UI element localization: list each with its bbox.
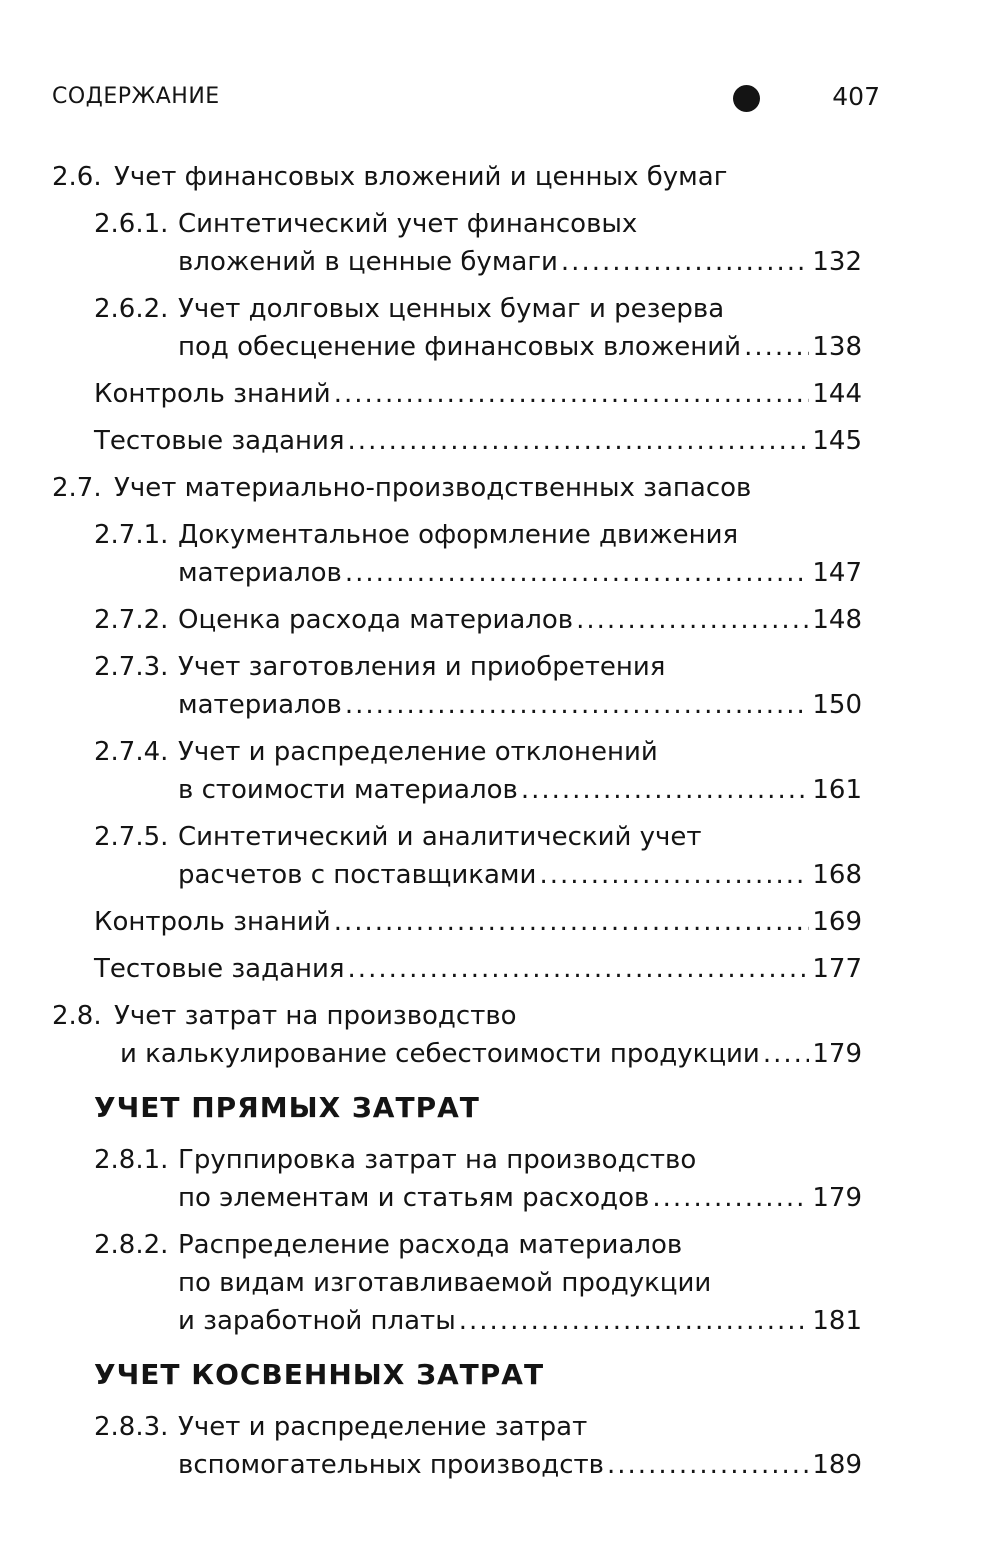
entry-title-line-1: Синтетический учет финансовых [178, 209, 638, 239]
entry-title-line-2: и калькулирование себестоимости продукции [120, 1039, 760, 1069]
dot-leader [561, 243, 809, 281]
entry-title: Контроль знаний [94, 379, 331, 409]
entry-title-line-1: Учет долговых ценных бумаг и резерва [178, 294, 725, 324]
toc-entry-test-tasks-1[interactable] [52, 422, 862, 460]
entry-title-line-1: Группировка затрат на производство [178, 1145, 697, 1175]
dot-leader [345, 554, 809, 592]
entry-number: 2.7.2. [94, 605, 169, 635]
dot-leader [348, 422, 810, 460]
dot-leader [345, 686, 809, 724]
dot-leader [348, 950, 810, 988]
entry-page: 148 [812, 605, 862, 635]
entry-title: Учет финансовых вложений и ценных бумаг [114, 162, 728, 192]
entry-number: 2.8. [52, 1001, 102, 1031]
toc-entry-2-7-5[interactable] [52, 818, 862, 894]
dot-leader [334, 903, 810, 941]
entry-title: Тестовые задания [94, 426, 345, 456]
toc-entry-2-8-3[interactable] [52, 1408, 862, 1484]
toc-entry-test-tasks-2[interactable] [52, 950, 862, 988]
dot-leader [334, 375, 810, 413]
entry-title-line-2: по элементам и статьям расходов [178, 1183, 650, 1213]
entry-page: 189 [812, 1450, 862, 1480]
dot-leader [763, 1035, 810, 1073]
entry-number: 2.8.1. [94, 1145, 169, 1175]
entry-title: Контроль знаний [94, 907, 331, 937]
dot-leader [652, 1179, 809, 1217]
entry-title-line-2: в стоимости материалов [178, 775, 518, 805]
bullet-dot-icon [733, 85, 760, 112]
entry-title-line-1: Документальное оформление движения [178, 520, 739, 550]
toc-entry-2-6[interactable] [52, 158, 862, 196]
entry-page: 150 [812, 690, 862, 720]
toc-entry-2-6-1[interactable] [52, 205, 862, 281]
entry-number: 2.7.5. [94, 822, 169, 852]
entry-title-line-1: Синтетический и аналитический учет [178, 822, 702, 852]
toc-entry-2-7-2[interactable] [52, 601, 862, 639]
entry-number: 2.7. [52, 473, 102, 503]
entry-title-line-2: под обесценение финансовых вложений [178, 332, 742, 362]
entry-number: 2.6. [52, 162, 102, 192]
entry-number: 2.7.3. [94, 652, 169, 682]
dot-leader [459, 1302, 810, 1340]
entry-title-line-1: Учет и распределение отклонений [178, 737, 658, 767]
section-heading-indirect-costs: УЧЕТ КОСВЕННЫХ ЗАТРАТ [94, 1358, 545, 1391]
dot-leader [744, 328, 809, 366]
page-number: 407 [832, 82, 880, 111]
entry-number: 2.6.1. [94, 209, 169, 239]
entry-page: 145 [812, 426, 862, 456]
toc-entry-2-8-1[interactable] [52, 1141, 862, 1217]
toc-entry-2-7-3[interactable] [52, 648, 862, 724]
entry-number: 2.8.3. [94, 1412, 169, 1442]
entry-title-line-2: вспомогательных производств [178, 1450, 605, 1480]
entry-page: 169 [812, 907, 862, 937]
dot-leader [521, 771, 810, 809]
entry-page: 161 [812, 775, 862, 805]
entry-page: 168 [812, 860, 862, 890]
entry-page: 181 [812, 1306, 862, 1336]
entry-title: Оценка расхода материалов [178, 605, 574, 635]
running-title: СОДЕРЖАНИЕ [52, 84, 220, 109]
entry-page: 177 [812, 954, 862, 984]
entry-title-line-2: материалов [178, 558, 342, 588]
table-of-contents [52, 158, 862, 1493]
running-header [52, 78, 880, 118]
entry-page: 179 [812, 1183, 862, 1213]
toc-entry-2-7-1[interactable] [52, 516, 862, 592]
entry-page: 179 [812, 1039, 862, 1069]
entry-title-line-1: Учет затрат на производство [114, 1001, 517, 1031]
entry-title: Учет материально-производственных запасов [114, 473, 752, 503]
toc-entry-2-8-2[interactable] [52, 1226, 862, 1340]
entry-page: 132 [812, 247, 862, 277]
toc-entry-2-7[interactable] [52, 469, 862, 507]
entry-title: Тестовые задания [94, 954, 345, 984]
toc-entry-knowledge-check-2[interactable] [52, 903, 862, 941]
toc-entry-knowledge-check-1[interactable] [52, 375, 862, 413]
entry-title-line-3: и заработной платы [178, 1306, 456, 1336]
section-heading-direct-costs: УЧЕТ ПРЯМЫХ ЗАТРАТ [94, 1091, 480, 1124]
toc-entry-2-7-4[interactable] [52, 733, 862, 809]
entry-title-line-2: расчетов с поставщиками [178, 860, 537, 890]
entry-number: 2.7.4. [94, 737, 169, 767]
entry-title-line-2: вложений в ценные бумаги [178, 247, 558, 277]
entry-page: 147 [812, 558, 862, 588]
entry-title-line-1: Учет и распределение затрат [178, 1412, 588, 1442]
dot-leader [576, 601, 809, 639]
entry-title-line-2: материалов [178, 690, 342, 720]
entry-number: 2.6.2. [94, 294, 169, 324]
entry-number: 2.7.1. [94, 520, 169, 550]
entry-number: 2.8.2. [94, 1230, 169, 1260]
entry-page: 138 [812, 332, 862, 362]
dot-leader [539, 856, 809, 894]
entry-page: 144 [812, 379, 862, 409]
toc-entry-2-6-2[interactable] [52, 290, 862, 366]
entry-title-line-2: по видам изготавливаемой продукции [178, 1268, 712, 1298]
dot-leader [607, 1446, 809, 1484]
entry-title-line-1: Учет заготовления и приобретения [178, 652, 666, 682]
toc-entry-2-8[interactable] [52, 997, 862, 1073]
entry-title-line-1: Распределение расхода материалов [178, 1230, 683, 1260]
